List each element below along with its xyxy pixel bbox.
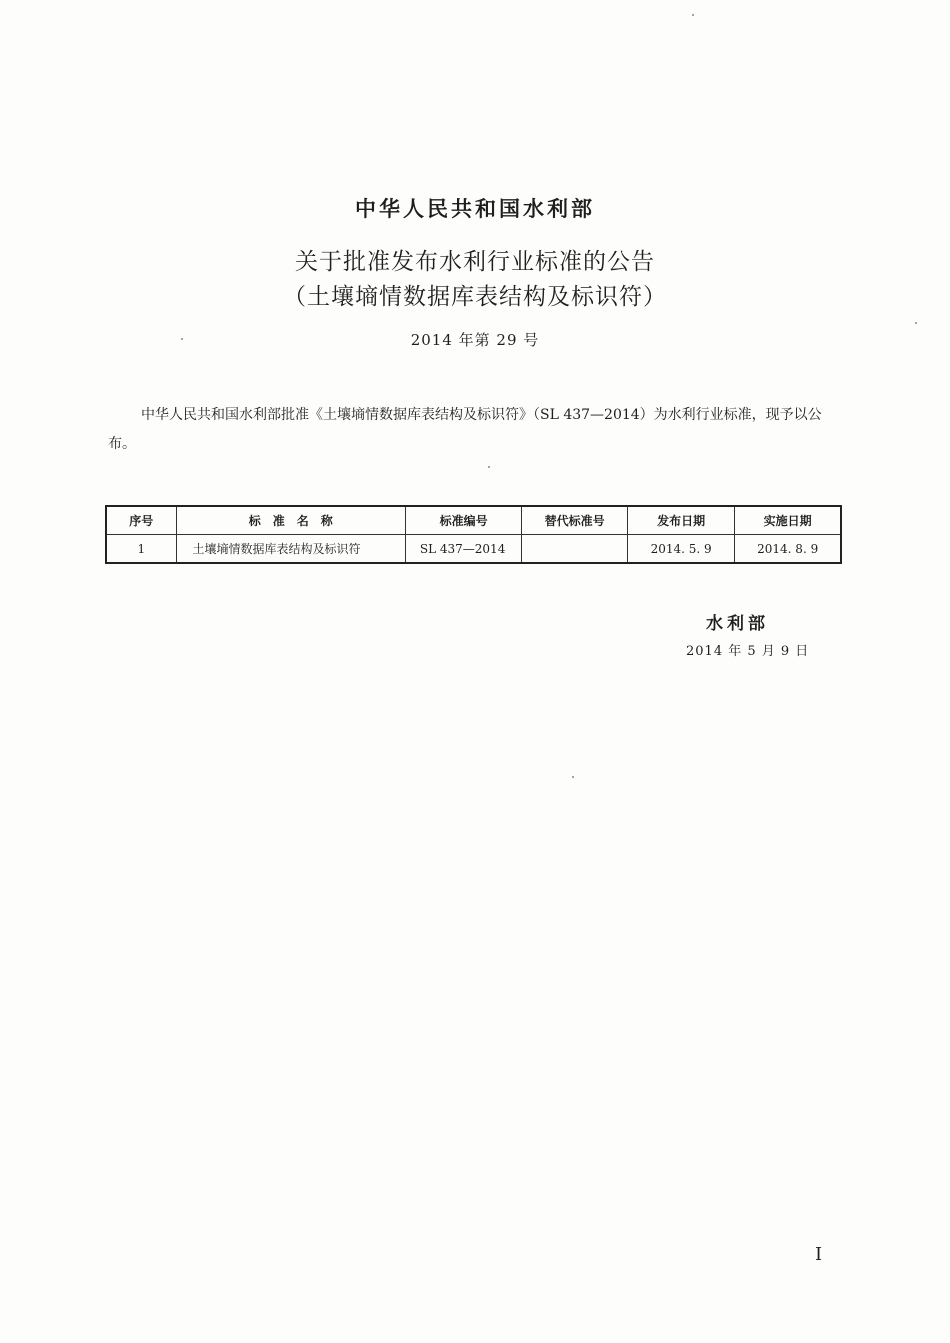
page-number: I	[815, 1244, 823, 1265]
announcement-subtitle: （土壤墒情数据库表结构及标识符）	[283, 284, 667, 310]
scan-speck	[572, 776, 574, 778]
cell-standard-code: SL 437—2014	[405, 535, 522, 564]
cell-release-date: 2014. 5. 9	[627, 535, 734, 564]
scan-speck	[181, 338, 183, 340]
column-header-name: 标 准 名 称	[176, 506, 405, 535]
column-header-code: 标准编号	[405, 506, 522, 535]
standards-table	[105, 505, 842, 564]
table-header-row	[106, 506, 841, 535]
column-header-replaced: 替代标准号	[522, 506, 628, 535]
document-number: 2014 年第 29 号	[410, 331, 540, 349]
cell-serial: 1	[106, 535, 176, 564]
column-header-serial: 序号	[106, 506, 176, 535]
announcement-body: 中华人民共和国水利部批准《土壤墒情数据库表结构及标识符》（SL 437—2014）为水利行业标准，现予以公布。	[108, 407, 822, 452]
announcement-title: 关于批准发布水利行业标准的公告	[295, 249, 655, 275]
column-header-release-date: 发布日期	[627, 506, 734, 535]
signature-org: 水利部	[706, 614, 769, 634]
issuing-authority: 中华人民共和国水利部	[355, 196, 595, 221]
cell-effective-date: 2014. 8. 9	[735, 535, 841, 564]
column-header-effective-date: 实施日期	[735, 506, 841, 535]
table-row	[106, 535, 841, 564]
scan-speck	[488, 466, 490, 468]
cell-standard-name: 土壤墒情数据库表结构及标识符	[176, 535, 405, 564]
cell-replaced-standard	[522, 535, 628, 564]
scan-speck	[692, 14, 694, 16]
signature-date: 2014 年 5 月 9 日	[686, 644, 810, 659]
scan-speck	[915, 322, 917, 324]
